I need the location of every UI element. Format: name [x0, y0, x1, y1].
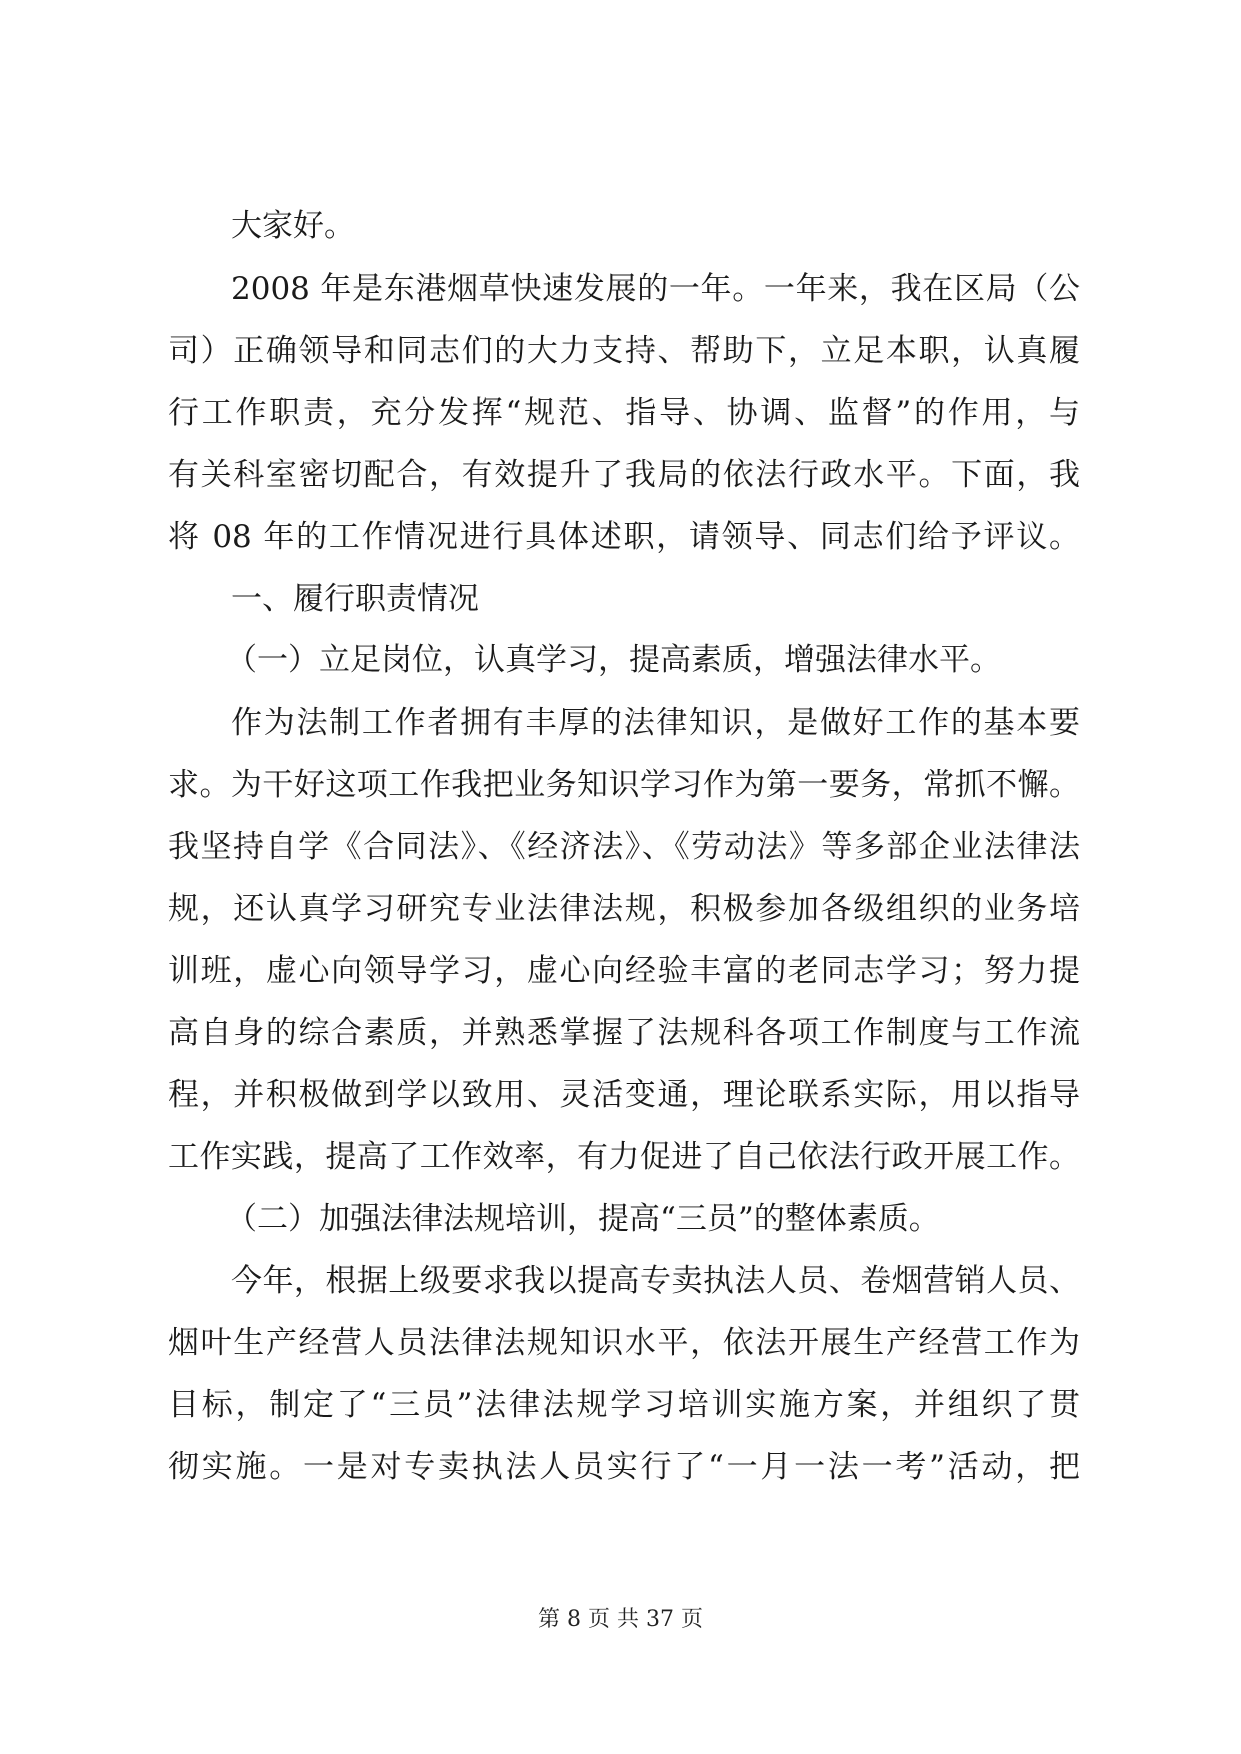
text-line: 行工作职责，充分发挥“规范、指导、协调、监督”的作用，与: [168, 395, 1080, 431]
text-line: 高自身的综合素质，并熟悉掌握了法规科各项工作制度与工作流: [168, 1015, 1080, 1051]
section-heading: 一、履行职责情况: [231, 581, 479, 617]
text-line: 规，还认真学习研究专业法律法规，积极参加各级组织的业务培: [168, 891, 1080, 927]
text-line: 司）正确领导和同志们的大力支持、帮助下，立足本职，认真履: [168, 333, 1080, 369]
text-line: 今年，根据上级要求我以提高专卖执法人员、卷烟营销人员、: [231, 1263, 1080, 1299]
text-line: 程，并积极做到学以致用、灵活变通，理论联系实际，用以指导: [168, 1077, 1080, 1113]
text-line: 2008 年是东港烟草快速发展的一年。一年来，我在区局（公: [231, 271, 1080, 307]
text-line: 彻实施。一是对专卖执法人员实行了“一月一法一考”活动，把: [168, 1449, 1080, 1485]
text-line: 作为法制工作者拥有丰厚的法律知识，是做好工作的基本要: [231, 705, 1080, 741]
text-line: 训班，虚心向领导学习，虚心向经验丰富的老同志学习；努力提: [168, 953, 1080, 989]
subsection-heading: （一）立足岗位，认真学习，提高素质，增强法律水平。: [226, 642, 1001, 678]
text-line: 工作实践，提高了工作效率，有力促进了自己依法行政开展工作。: [168, 1139, 1080, 1175]
page-footer: 第 8 页 共 37 页: [538, 1607, 703, 1632]
text-line: 我坚持自学《合同法》、《经济法》、《劳动法》等多部企业法律法: [168, 829, 1080, 865]
text-line: 大家好。: [231, 208, 355, 244]
text-line: 目标，制定了“三员”法律法规学习培训实施方案，并组织了贯: [168, 1387, 1080, 1423]
text-line: 求。为干好这项工作我把业务知识学习作为第一要务，常抓不懈。: [168, 767, 1080, 803]
text-line: 烟叶生产经营人员法律法规知识水平，依法开展生产经营工作为: [168, 1325, 1080, 1361]
text-line: 有关科室密切配合，有效提升了我局的依法行政水平。下面，我: [168, 457, 1080, 493]
subsection-heading: （二）加强法律法规培训，提高“三员”的整体素质。: [226, 1201, 940, 1237]
text-line: 将 08 年的工作情况进行具体述职，请领导、同志们给予评议。: [168, 519, 1080, 555]
